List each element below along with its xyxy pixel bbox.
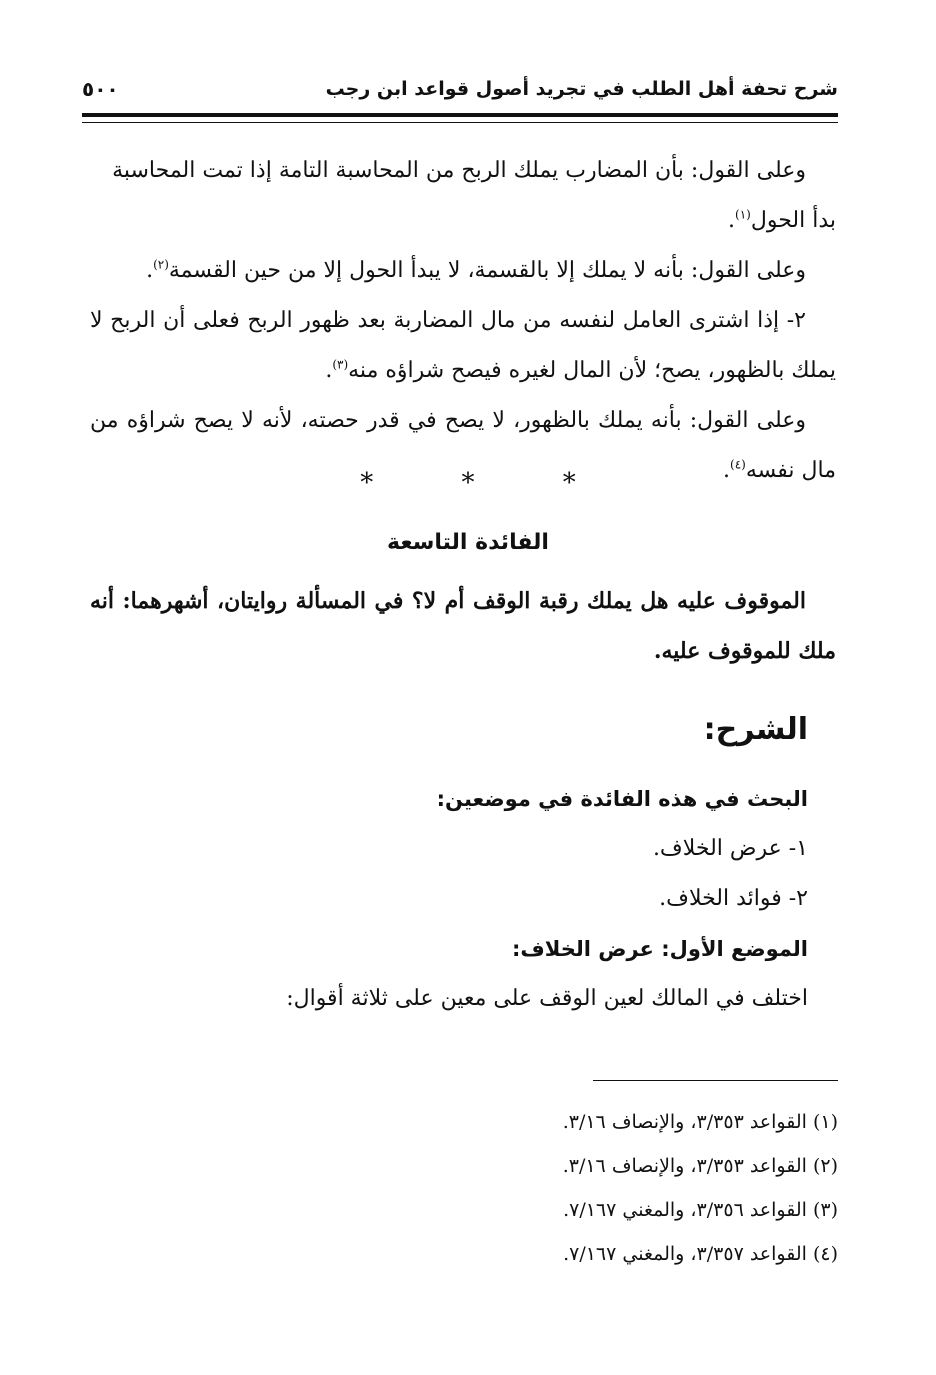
research-heading: البحث في هذه الفائدة في موضعين: <box>436 787 808 811</box>
footnote: (٣) القواعد ٣/٣٥٦، والمغني ٧/١٦٧. <box>563 1199 838 1221</box>
sharh-heading: الشرح: <box>703 712 808 747</box>
footnote-ref: (١) <box>735 207 751 222</box>
footnote-ref: (٢) <box>153 257 169 272</box>
list-item: ١- عرض الخلاف. <box>652 836 808 861</box>
list-item: ٢- فوائد الخلاف. <box>659 886 808 911</box>
footnote-rule <box>593 1080 838 1081</box>
footnote: (١) القواعد ٣/٣٥٣، والإنصاف ٣/١٦. <box>562 1111 838 1133</box>
footnote-ref: (٤) <box>730 457 746 472</box>
first-topic-heading: الموضع الأول: عرض الخلاف: <box>511 937 808 961</box>
first-topic-text: اختلف في المالك لعين الوقف على معين على ثلاثة أقوال: <box>286 986 808 1011</box>
paragraph: ٢- إذا اشترى العامل لنفسه من مال المضاربة بعد ظهور الربح فعلى أن الربح لا يملك بالظهور، يصح؛ لأن المال لغيره فيصح شراؤه منه$^{(٣)}$. <box>90 308 836 383</box>
paragraph: وعلى القول: بأنه يملك بالظهور، لا يصح في قدر حصته، لأنه لا يصح شراؤه من مال نفسه$^{(٤)}$. <box>90 408 836 483</box>
section-text: الموقوف عليه هل يملك رقبة الوقف أم لا؟ في المسألة روايتان، أشهرهما: أنه ملك للموقوف عليه. <box>90 588 836 664</box>
page-header <box>82 72 838 106</box>
section-body <box>90 576 836 676</box>
footnote: (٤) القواعد ٣/٣٥٧، والمغني ٧/١٦٧. <box>563 1243 838 1265</box>
paragraph: وعلى القول: بأن المضارب يملك الربح من المحاسبة التامة إذا تمت المحاسبة بدأ الحول$^{(١)}$. <box>112 158 836 233</box>
page-number: ٥٠٠ <box>82 77 119 101</box>
header-rule-thin <box>82 122 838 123</box>
paragraph: وعلى القول: بأنه لا يملك إلا بالقسمة، لا يبدأ الحول إلا من حين القسمة$^{(٢)}$. <box>146 257 806 283</box>
footnote-ref: (٣) <box>332 357 349 372</box>
footnote: (٢) القواعد ٣/٣٥٣، والإنصاف ٣/١٦. <box>562 1155 838 1177</box>
header-rule-thick <box>82 113 838 117</box>
running-title: شرح تحفة أهل الطلب في تجريد أصول قواعد ابن رجب <box>325 78 838 100</box>
section-title: الفائدة التاسعة <box>387 530 549 555</box>
section-separator: * * * <box>360 468 616 498</box>
body-text <box>90 146 836 496</box>
